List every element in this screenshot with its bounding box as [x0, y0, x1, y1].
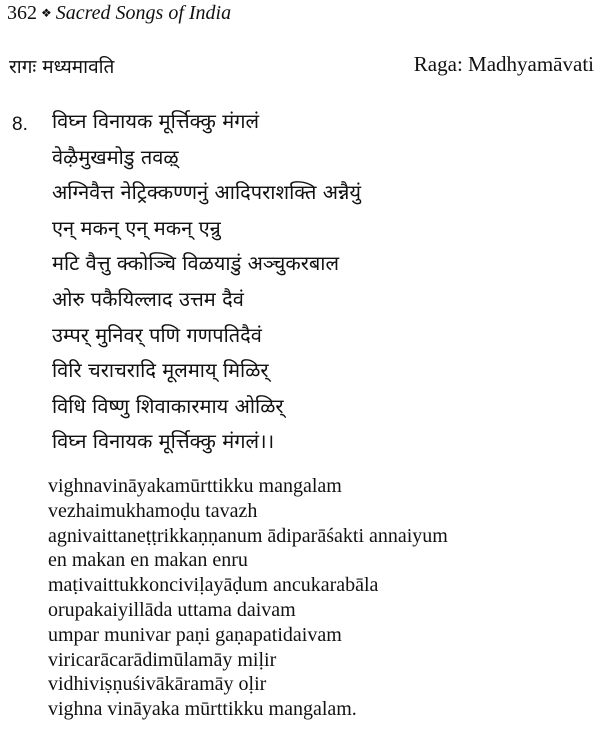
page-header: [7, 2, 231, 25]
devanagari-line: उम्पर् मुनिवर् पणि गणपतिदैवं: [52, 322, 262, 347]
devanagari-line: वेऴैमुखमोडु तवऴ्: [52, 144, 179, 169]
verse-devanagari: [52, 104, 361, 460]
page-number: 362: [7, 2, 37, 24]
devanagari-line: अग्निवैत्त नेट्रिक्कण्णनुं आदिपराशक्ति अन्नैयुं: [52, 180, 362, 205]
transliteration-line: viricarācarādimūlamāy miḷir: [48, 648, 277, 671]
devanagari-line: विघ्न विनायक मूर्त्तिक्कु मंगलं: [52, 109, 260, 133]
transliteration-line: vidhiviṣṇuśivākāramāy oḷir: [48, 673, 267, 696]
devanagari-line: विधि विष्णु शिवाकारमाय ओळिर्: [52, 393, 284, 418]
verse-number: 8.: [12, 114, 28, 135]
raga-name-devanagari: रागः मध्यमावति: [9, 56, 115, 78]
transliteration-line: vighnavināyakamūrttikku mangalam: [48, 475, 342, 497]
raga-heading: [0, 53, 600, 83]
transliteration-line: en makan en makan enru: [48, 549, 248, 572]
verse-transliteration: [48, 474, 448, 722]
transliteration-line: vighna vināyaka mūrttikku mangalam.: [48, 698, 357, 721]
devanagari-line: विघ्न विनायक मूर्त्तिक्कु मंगलं।।: [52, 429, 275, 454]
devanagari-line: मटि वैत्तु क्कोञ्चि विळयाडुं अञ्चुकरबाल: [52, 251, 340, 276]
transliteration-line: vezhaimukhamoḍu tavazh: [48, 499, 258, 522]
transliteration-line: agnivaittaneṭṭrikkaṇṇanum ādiparāśakti annaiyum: [48, 524, 448, 547]
transliteration-line: umpar munivar paṇi gaṇapatidaivam: [48, 623, 342, 646]
devanagari-line: ओरु पकैयिल्लाद उत्तम दैवं: [52, 286, 244, 311]
book-title: Sacred Songs of India: [55, 2, 232, 24]
transliteration-line: maṭivaittukkonciviḷayāḍum ancukarabāla: [48, 574, 379, 597]
devanagari-line: विरि चराचरादि मूलमाय् मिळिर्: [52, 358, 269, 383]
transliteration-line: orupakaiyillāda uttama daivam: [48, 598, 296, 621]
devanagari-line: एन् मकन् एन् मकन् एन्रु: [52, 215, 221, 240]
ornament-separator-icon: ❖: [41, 6, 52, 20]
raga-name-english: Raga: Madhyamāvati: [413, 52, 594, 76]
